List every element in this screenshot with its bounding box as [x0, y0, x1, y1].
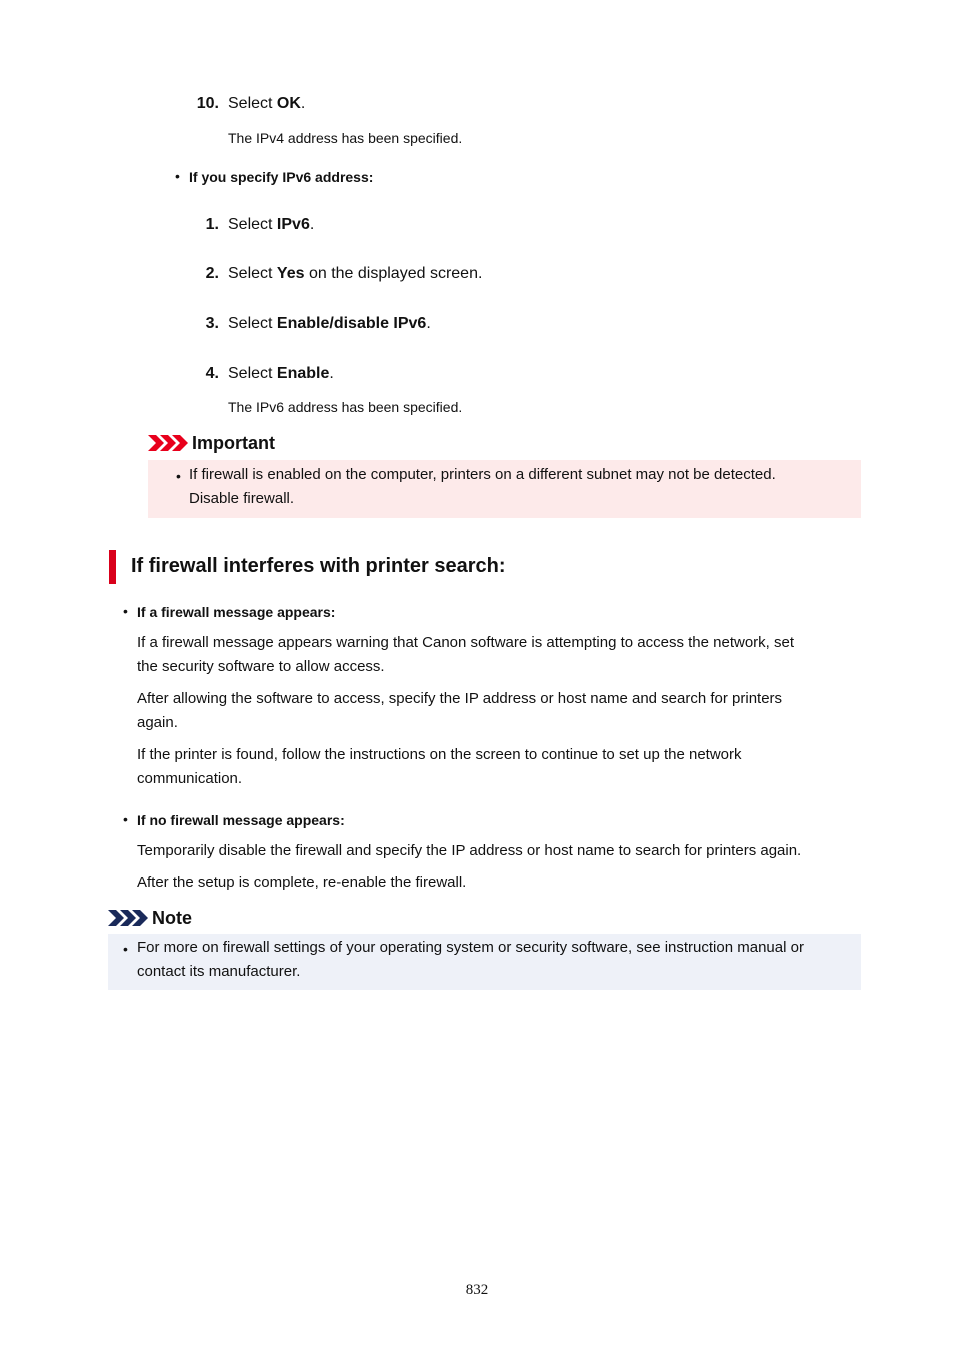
step-number: 1. — [205, 216, 219, 233]
case-title: If a firewall message appears: — [137, 604, 336, 620]
bullet: • — [176, 468, 181, 484]
bullet: • — [123, 811, 128, 827]
step-text: Select Enable/disable IPv6. — [228, 315, 431, 332]
important-arrows-icon — [148, 435, 190, 451]
heading-accent-bar — [109, 550, 116, 584]
bullet: • — [123, 603, 128, 619]
bullet: • — [123, 941, 128, 957]
step-number: 2. — [205, 265, 219, 282]
step-text: Select Enable. — [228, 365, 334, 382]
step-text: Select IPv6. — [228, 216, 315, 233]
step-number: 3. — [205, 315, 219, 332]
paragraph-line: Temporarily disable the firewall and specify the IP address or host name to search for printers again. — [137, 842, 802, 859]
paragraph-line: If a firewall message appears warning that Canon software is attempting to access the network, set — [137, 634, 794, 651]
paragraph-line: the security software to allow access. — [137, 658, 385, 675]
step-number: 10. — [196, 95, 219, 112]
paragraph-line: again. — [137, 714, 178, 731]
page-number: 832 — [465, 1282, 489, 1298]
paragraph-line: If the printer is found, follow the instructions on the screen to continue to set up the network — [137, 746, 742, 763]
step-result: The IPv4 address has been specified. — [228, 130, 463, 146]
paragraph-line: After the setup is complete, re-enable the firewall. — [137, 874, 467, 891]
step-number: 4. — [205, 365, 219, 382]
paragraph-line: communication. — [137, 770, 243, 787]
note-line: contact its manufacturer. — [137, 963, 301, 980]
important-line: If firewall is enabled on the computer, printers on a different subnet may not be detected. — [189, 466, 776, 483]
step-result: The IPv6 address has been specified. — [228, 399, 463, 415]
paragraph-line: After allowing the software to access, specify the IP address or host name and search for printers — [137, 690, 783, 707]
ipv6-heading: If you specify IPv6 address: — [189, 169, 374, 185]
note-line: For more on firewall settings of your operating system or security software, see instruction manual or — [137, 939, 804, 956]
bullet: • — [175, 168, 180, 184]
section-heading: If firewall interferes with printer search: — [131, 555, 506, 577]
step-text: Select OK. — [228, 95, 306, 112]
step-text: Select Yes on the displayed screen. — [228, 265, 483, 282]
important-line: Disable firewall. — [189, 490, 295, 507]
note-title: Note — [152, 908, 192, 928]
important-title: Important — [192, 433, 275, 453]
case-title: If no firewall message appears: — [137, 812, 345, 828]
note-arrows-icon — [108, 910, 150, 926]
